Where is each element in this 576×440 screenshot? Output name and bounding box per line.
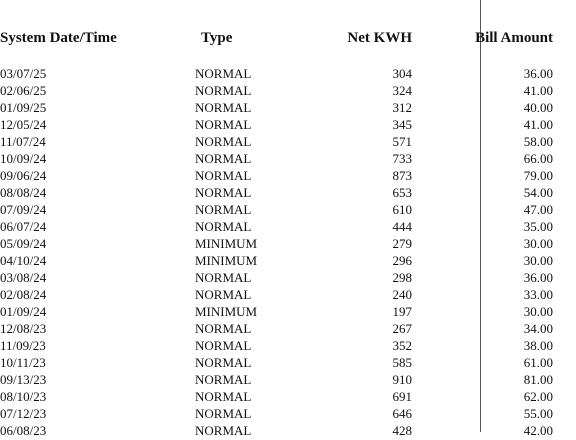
table-row	[0, 168, 576, 185]
cell-bill-amount: 81.00	[523, 372, 553, 387]
cell-net-kwh: 571	[392, 134, 412, 149]
cell-date: 07/09/24	[0, 202, 47, 217]
cell-bill-amount: 55.00	[523, 406, 553, 421]
cell-date: 11/07/24	[0, 134, 46, 149]
cell-date: 04/10/24	[0, 253, 47, 268]
cell-bill-amount: 41.00	[523, 117, 553, 132]
cell-bill-amount: 41.00	[523, 83, 553, 98]
cell-type: NORMAL	[195, 287, 252, 302]
table-row	[0, 321, 576, 338]
cell-date: 09/13/23	[0, 372, 47, 387]
cell-type: NORMAL	[195, 372, 252, 387]
cell-date: 09/06/24	[0, 168, 47, 183]
table-row	[0, 338, 576, 355]
cell-bill-amount: 30.00	[523, 253, 553, 268]
table-row	[0, 372, 576, 389]
table-row	[0, 100, 576, 117]
header-type: Type	[201, 30, 233, 46]
cell-net-kwh: 873	[392, 168, 412, 183]
cell-type: NORMAL	[195, 423, 252, 438]
table-row	[0, 304, 576, 321]
cell-net-kwh: 345	[392, 117, 412, 132]
cell-type: NORMAL	[195, 134, 252, 149]
cell-date: 07/12/23	[0, 406, 47, 421]
cell-date: 02/06/25	[0, 83, 47, 98]
cell-bill-amount: 36.00	[523, 270, 553, 285]
cell-date: 06/07/24	[0, 219, 47, 234]
cell-net-kwh: 585	[392, 355, 412, 370]
cell-type: NORMAL	[195, 321, 252, 336]
cell-bill-amount: 34.00	[523, 321, 553, 336]
table-row	[0, 151, 576, 168]
cell-type: NORMAL	[195, 338, 252, 353]
cell-type: NORMAL	[195, 219, 252, 234]
cell-net-kwh: 240	[392, 287, 412, 302]
table-row	[0, 117, 576, 134]
cell-net-kwh: 910	[392, 372, 412, 387]
cell-bill-amount: 79.00	[523, 168, 553, 183]
cell-bill-amount: 61.00	[523, 355, 553, 370]
cell-net-kwh: 279	[392, 236, 412, 251]
cell-type: NORMAL	[195, 270, 252, 285]
cell-date: 11/09/23	[0, 338, 46, 353]
cell-date: 01/09/25	[0, 100, 47, 115]
cell-bill-amount: 54.00	[523, 185, 553, 200]
cell-type: NORMAL	[195, 66, 252, 81]
cell-date: 01/09/24	[0, 304, 47, 319]
cell-type: NORMAL	[195, 151, 252, 166]
cell-net-kwh: 197	[392, 304, 412, 319]
cell-net-kwh: 296	[392, 253, 412, 268]
cell-date: 08/10/23	[0, 389, 47, 404]
billing-table-body	[0, 66, 576, 440]
cell-type: NORMAL	[195, 117, 252, 132]
table-row	[0, 83, 576, 100]
cell-date: 02/08/24	[0, 287, 47, 302]
cell-type: NORMAL	[195, 168, 252, 183]
table-row	[0, 270, 576, 287]
cell-date: 03/08/24	[0, 270, 47, 285]
table-row	[0, 66, 576, 83]
table-row	[0, 355, 576, 372]
cell-bill-amount: 33.00	[523, 287, 553, 302]
cell-bill-amount: 47.00	[523, 202, 553, 217]
cell-bill-amount: 58.00	[523, 134, 553, 149]
cell-net-kwh: 298	[392, 270, 412, 285]
cell-bill-amount: 30.00	[523, 304, 553, 319]
cell-type: MINIMUM	[195, 304, 258, 319]
cell-type: MINIMUM	[195, 253, 258, 268]
cell-date: 05/09/24	[0, 236, 47, 251]
cell-bill-amount: 38.00	[523, 338, 553, 353]
cell-net-kwh: 691	[392, 389, 412, 404]
cell-bill-amount: 42.00	[523, 423, 553, 438]
header-bill-amount: Bill Amount	[475, 30, 553, 46]
cell-type: NORMAL	[195, 406, 252, 421]
cell-type: NORMAL	[195, 83, 252, 98]
cell-date: 12/08/23	[0, 321, 47, 336]
cell-date: 08/08/24	[0, 185, 47, 200]
cell-type: NORMAL	[195, 355, 252, 370]
table-row	[0, 219, 576, 236]
cell-type: MINIMUM	[195, 236, 258, 251]
cell-net-kwh: 646	[392, 406, 412, 421]
cell-date: 10/11/23	[0, 355, 46, 370]
cell-date: 10/09/24	[0, 151, 47, 166]
cell-type: NORMAL	[195, 389, 252, 404]
cell-date: 12/05/24	[0, 117, 47, 132]
cell-net-kwh: 428	[392, 423, 412, 438]
cell-net-kwh: 324	[392, 83, 412, 98]
cell-bill-amount: 35.00	[523, 219, 553, 234]
header-system-date-time: System Date/Time	[0, 30, 117, 46]
cell-bill-amount: 30.00	[523, 236, 553, 251]
cell-net-kwh: 312	[392, 100, 412, 115]
cell-type: NORMAL	[195, 202, 252, 217]
cell-bill-amount: 66.00	[523, 151, 553, 166]
cell-net-kwh: 304	[392, 66, 412, 81]
table-row	[0, 236, 576, 253]
table-row	[0, 185, 576, 202]
table-row	[0, 406, 576, 423]
cell-net-kwh: 267	[392, 321, 412, 336]
cell-net-kwh: 444	[392, 219, 412, 234]
cell-net-kwh: 653	[392, 185, 412, 200]
cell-date: 03/07/25	[0, 66, 47, 81]
table-row	[0, 134, 576, 151]
cell-net-kwh: 352	[392, 338, 412, 353]
cell-bill-amount: 62.00	[523, 389, 553, 404]
cell-date: 06/08/23	[0, 423, 47, 438]
cell-type: NORMAL	[195, 185, 252, 200]
cell-net-kwh: 733	[392, 151, 412, 166]
cell-bill-amount: 40.00	[523, 100, 553, 115]
table-row	[0, 287, 576, 304]
table-row	[0, 389, 576, 406]
cell-bill-amount: 36.00	[523, 66, 553, 81]
table-row	[0, 253, 576, 270]
cell-net-kwh: 610	[392, 202, 412, 217]
header-net-kwh: Net KWH	[347, 30, 412, 46]
cell-type: NORMAL	[195, 100, 252, 115]
table-row	[0, 202, 576, 219]
